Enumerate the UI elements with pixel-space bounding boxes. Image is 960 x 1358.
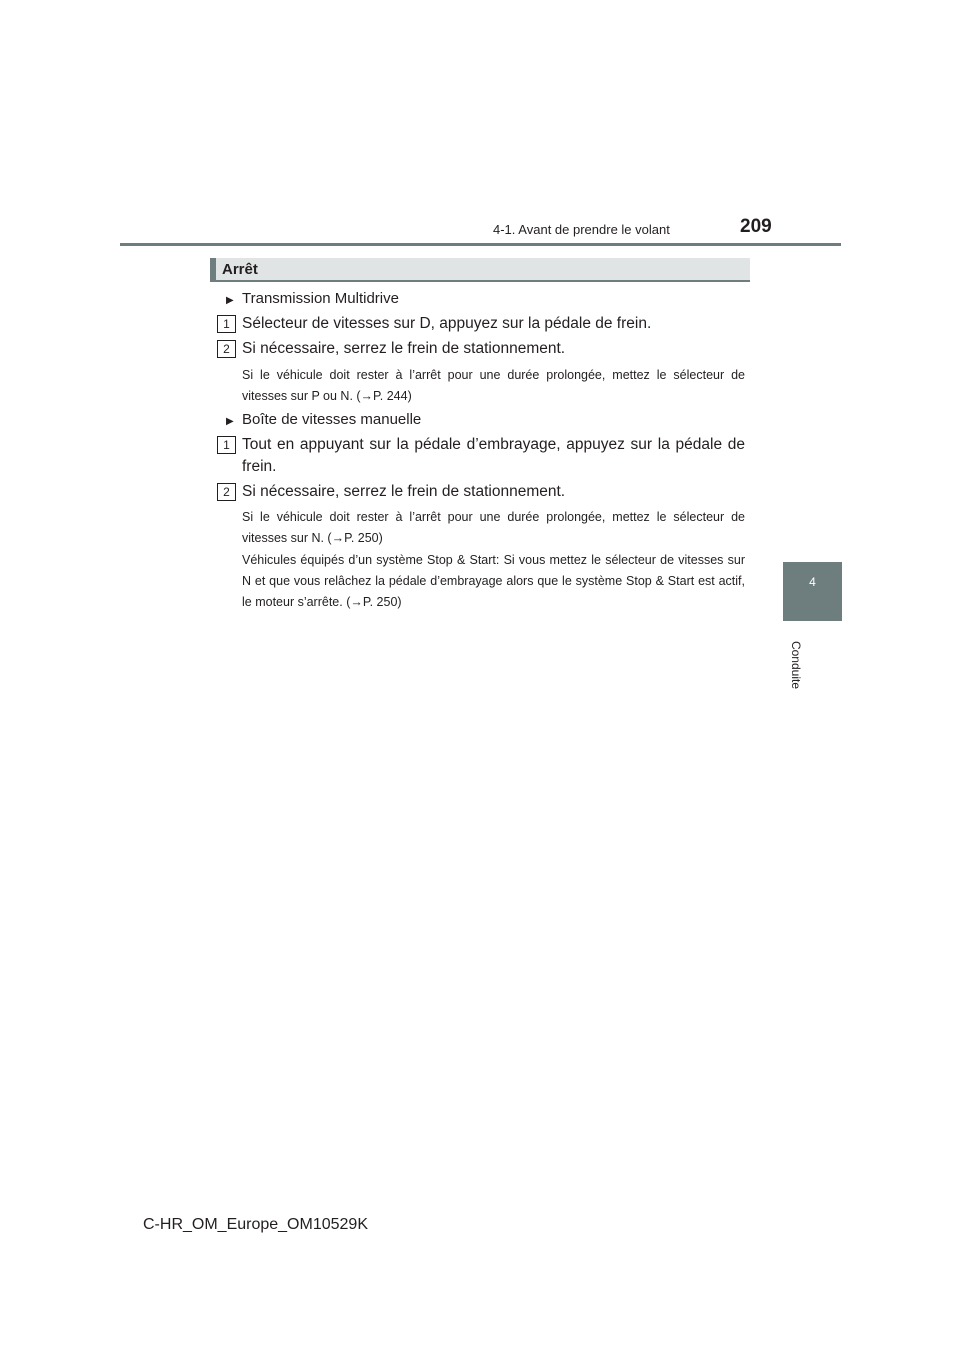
bullet-arrow-icon: ▶ xyxy=(226,295,234,306)
note-text: Véhicules équipés d’un système Stop & Start: Si vous mettez le sélecteur de vitesses sur N et que vous relâchez la pédale d’embrayage alors que le système Stop & Start est actif, le moteur s’arrête. (→P. 250) xyxy=(242,553,745,609)
step-text: Sélecteur de vitesses sur D, appuyez sur la pédale de frein. xyxy=(242,315,652,332)
step-number-badge: 1 xyxy=(217,315,236,333)
subsection-heading-multidrive: Transmission Multidrive xyxy=(242,290,399,307)
step-number-badge: 2 xyxy=(217,340,236,358)
header-section-title: 4-1. Avant de prendre le volant xyxy=(493,222,670,237)
page-number: 209 xyxy=(740,216,772,237)
step-text: Si nécessaire, serrez le frein de stationnement. xyxy=(242,483,566,500)
chapter-label: Conduite xyxy=(789,640,803,690)
subsection-heading-manual: Boîte de vitesses manuelle xyxy=(242,411,422,428)
bullet-arrow-icon: ▶ xyxy=(226,416,234,427)
step-number-badge: 2 xyxy=(217,483,236,501)
document-code: C-HR_OM_Europe_OM10529K xyxy=(143,1216,368,1233)
step-text: Tout en appuyant sur la pédale d’embrayage, appuyez sur la pédale de frein. xyxy=(242,436,745,475)
step-number-badge: 1 xyxy=(217,436,236,454)
section-title-bar xyxy=(210,258,750,282)
section-title: Arrêt xyxy=(222,261,258,278)
step-text: Si nécessaire, serrez le frein de stationnement. xyxy=(242,340,566,357)
note-text: Si le véhicule doit rester à l’arrêt pour une durée prolongée, mettez le sélecteur de vitesses sur P ou N. (→P. 244) xyxy=(242,368,745,403)
chapter-number: 4 xyxy=(809,575,816,589)
note-text: Si le véhicule doit rester à l’arrêt pour une durée prolongée, mettez le sélecteur de vitesses sur N. (→P. 250) xyxy=(242,510,745,545)
chapter-tab xyxy=(783,562,842,621)
header-divider xyxy=(120,243,841,246)
